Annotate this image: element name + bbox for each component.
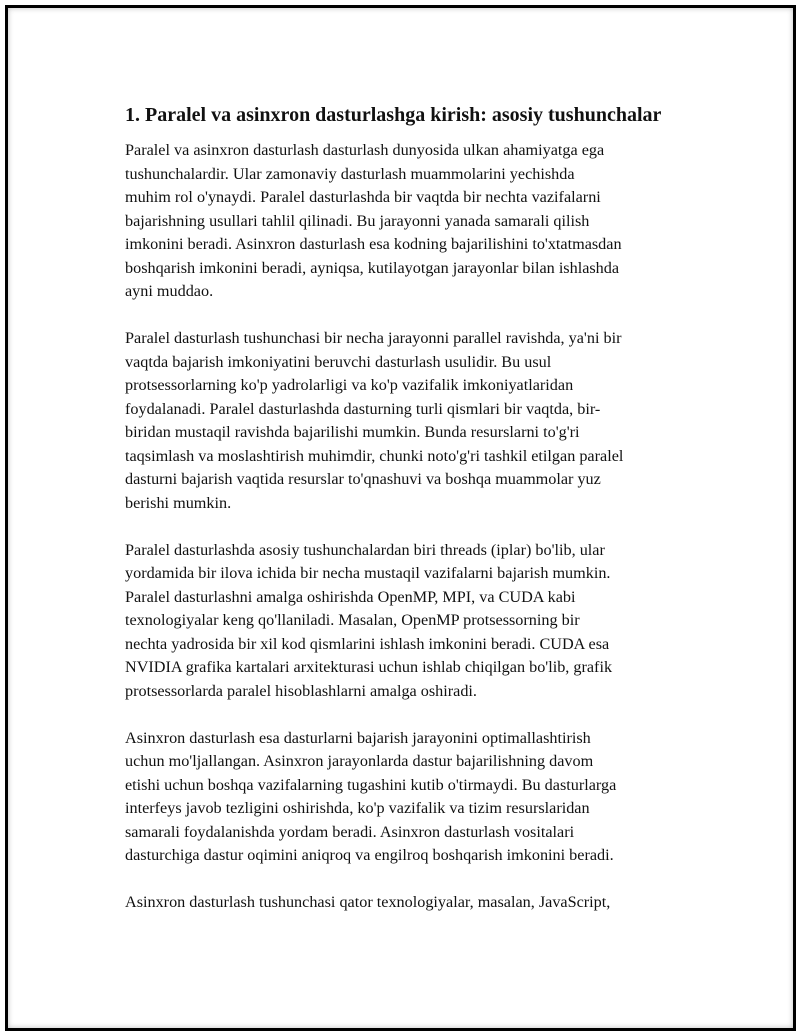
document-content [125, 101, 695, 938]
text-line: ayni muddao. [125, 282, 214, 300]
text-line: muhim rol o'ynaydi. Paralel dasturlashda bir vaqtda bir nechta vazifalarni [125, 188, 601, 206]
text-line: samarali foydalanishda yordam beradi. Asinxron dasturlash vositalari [125, 822, 575, 841]
text-line: Paralel dasturlashni amalga oshirishda OpenMP, MPI, va CUDA kabi [125, 587, 576, 606]
text-line: protsessorlarda paralel hisoblashlarni amalga oshiradi. [125, 681, 477, 700]
text-line: vaqtda bajarish imkoniyatini beruvchi dasturlash usulidir. Bu usul [125, 352, 552, 371]
text-line: uchun mo'ljallangan. Asinxron jarayonlarda dastur bajarilishning davom [125, 752, 594, 770]
text-line: yordamida bir ilova ichida bir necha mustaqil vazifalarni bajarish mumkin. [125, 564, 611, 582]
paragraph-5 [125, 891, 695, 915]
text-line: imkonini beradi. Asinxron dasturlash esa kodning bajarilishini to'xtatmasdan [125, 235, 622, 253]
text-line: texnologiyalar keng qo'llaniladi. Masalan, OpenMP protsessorning bir [125, 611, 580, 629]
text-line: taqsimlash va moslashtirish muhimdir, chunki noto'g'ri tashkil etilgan paralel [125, 446, 624, 465]
text-line: dasturchiga dastur oqimini aniqroq va engilroq boshqarish imkonini beradi. [125, 846, 614, 864]
text-line: nechta yadrosida bir xil kod qismlarini ishlash imkonini beradi. CUDA esa [125, 634, 610, 653]
text-line: biridan mustaqil ravishda bajarilishi mumkin. Bunda resurslarni to'g'ri [125, 423, 580, 441]
text-line: protsessorlarning ko'p yadrolarligi va ko'p vazifalik imkoniyatlaridan [125, 376, 574, 394]
paragraph-3 [125, 539, 695, 704]
text-line: interfeys javob tezligini oshirishda, ko'p vazifalik va tizim resurslaridan [125, 799, 590, 817]
paragraph-2 [125, 327, 695, 515]
section-heading: 1. Paralel va asinxron dasturlashga kirish: asosiy tushunchalar [125, 104, 662, 126]
text-line: foydalanadi. Paralel dasturlashda dasturning turli qismlari bir vaqtda, bir- [125, 399, 601, 418]
text-line: tushunchalardir. Ular zamonaviy dasturlash muammolarini yechishda [125, 164, 575, 183]
text-line: bajarishning usullari tahlil qilinadi. Bu jarayonni yanada samarali qilish [125, 211, 590, 230]
paragraph-1 [125, 139, 695, 304]
text-line: etishi uchun boshqa vazifalarning tugashini kutib o'tirmaydi. Bu dasturlarga [125, 775, 617, 794]
text-line: boshqarish imkonini beradi, ayniqsa, kutilayotgan jarayonlar bilan ishlashda [125, 258, 620, 277]
text-line: Paralel dasturlash tushunchasi bir necha jarayonni parallel ravishda, ya'ni bir [125, 329, 622, 347]
text-line: dasturni bajarish vaqtida resurslar to'qnashuvi va boshqa muammolar yuz [125, 470, 601, 488]
text-line: Asinxron dasturlash esa dasturlarni bajarish jarayonini optimallashtirish [125, 728, 591, 747]
text-line: berishi mumkin. [125, 493, 232, 512]
paragraph-4 [125, 727, 695, 868]
text-line: Paralel va asinxron dasturlash dasturlash dunyosida ulkan ahamiyatga ega [125, 141, 605, 159]
document-page [5, 5, 796, 1031]
text-line: NVIDIA grafika kartalari arxitekturasi uchun ishlab chiqilgan bo'lib, grafik [125, 658, 613, 676]
text-line: Asinxron dasturlash tushunchasi qator texnologiyalar, masalan, JavaScript, [125, 893, 611, 911]
text-line: Paralel dasturlashda asosiy tushunchalardan biri threads (iplar) bo'lib, ular [125, 540, 605, 559]
